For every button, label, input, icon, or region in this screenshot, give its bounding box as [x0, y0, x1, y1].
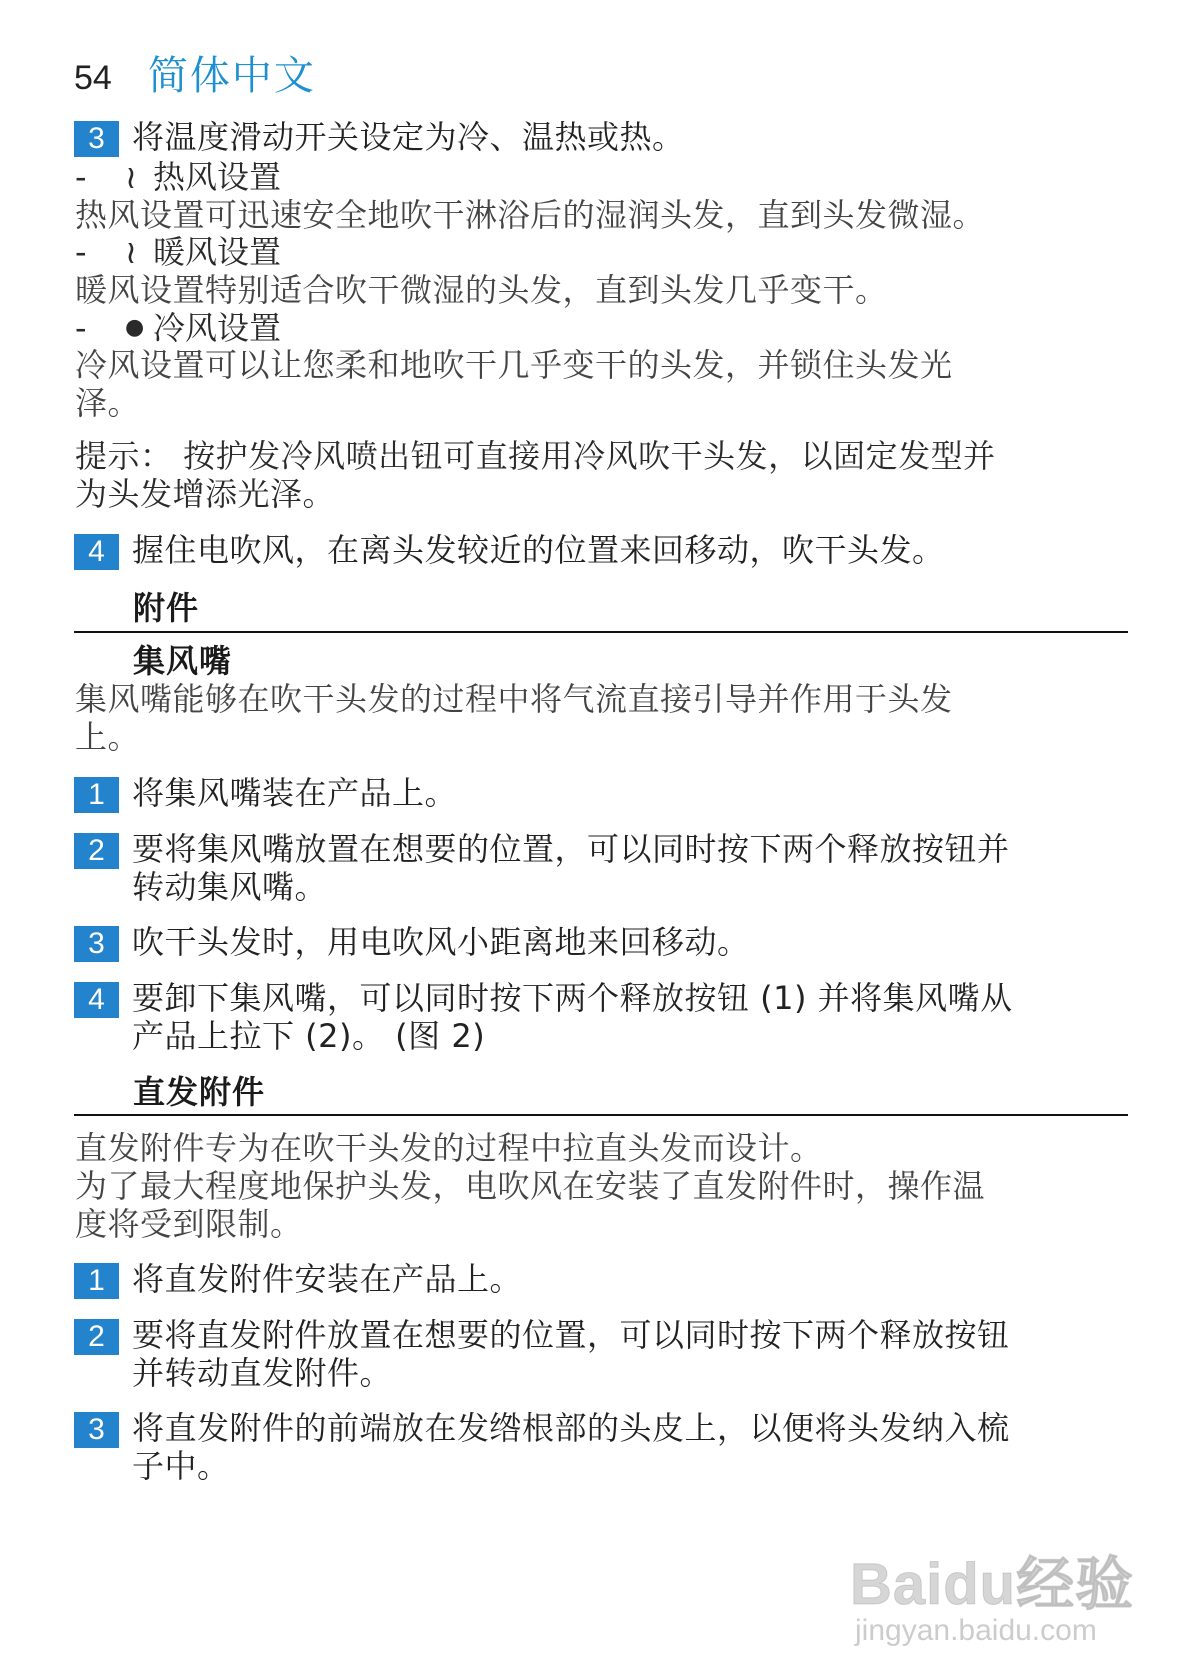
baidu-watermark-logo: Baidu经验: [850, 1552, 1135, 1617]
warm-setting-label: 暖风设置: [153, 233, 282, 271]
concentrator-heading: 集风嘴: [133, 642, 233, 680]
cool-air-icon: ●: [125, 315, 145, 340]
concentrator-desc-line1: 集风嘴能够在吹干头发的过程中将气流直接引导并作用于头发: [75, 680, 953, 718]
language-title: 简体中文: [147, 53, 316, 99]
step-text-line2: 子中。: [132, 1447, 230, 1485]
step-text-line1: 要将集风嘴放置在想要的位置，可以同时按下两个释放按钮并: [132, 830, 1010, 868]
accessories-heading: 附件: [133, 589, 200, 627]
step-number-badge: 3: [74, 1412, 119, 1448]
step-number-badge: 4: [74, 982, 119, 1018]
step-number-badge: 4: [74, 534, 119, 570]
step-text: 将直发附件安装在产品上。: [132, 1260, 523, 1298]
step-text-line2: 转动集风嘴。: [132, 868, 328, 906]
section-divider: [74, 631, 1128, 633]
tip-line2: 为头发增添光泽。: [75, 475, 336, 513]
step-text: 将集风嘴装在产品上。: [132, 774, 458, 812]
step-text-line2: 产品上拉下 (2)。 (图 2): [132, 1017, 486, 1055]
step-text-line1: 要卸下集风嘴，可以同时按下两个释放按钮 (1) 并将集风嘴从: [132, 979, 1013, 1017]
straightening-heading: 直发附件: [133, 1073, 266, 1111]
baidu-watermark-url: jingyan.baidu.com: [855, 1614, 1097, 1647]
page-header: [74, 44, 316, 101]
straightening-desc-line1: 直发附件专为在吹干头发的过程中拉直头发而设计。: [75, 1129, 823, 1167]
step-text-line2: 并转动直发附件。: [132, 1354, 393, 1392]
step-text-line1: 将直发附件的前端放在发绺根部的头皮上，以便将头发纳入梳: [132, 1409, 1010, 1447]
page-number: 54: [74, 59, 112, 97]
cool-setting-desc-line1: 冷风设置可以让您柔和地吹干几乎变干的头发，并锁住头发光: [75, 346, 953, 384]
step-text: 握住电吹风，在离头发较近的位置来回移动，吹干头发。: [132, 531, 945, 569]
cool-setting-label: 冷风设置: [153, 309, 282, 347]
step-number-badge: 2: [74, 833, 119, 869]
hot-air-icon: ≀: [125, 158, 137, 196]
step-text: 将温度滑动开关设定为冷、温热或热。: [132, 118, 685, 156]
warm-setting-desc: 暖风设置特别适合吹干微湿的头发，直到头发几乎变干。: [75, 271, 888, 309]
straightening-desc-line2: 为了最大程度地保护头发，电吹风在安装了直发附件时，操作温: [75, 1167, 986, 1205]
warm-air-icon: ≀: [125, 233, 137, 271]
step-number-badge: 1: [74, 777, 119, 813]
hot-setting-label: 热风设置: [153, 158, 282, 196]
straightening-desc-line3: 度将受到限制。: [75, 1205, 303, 1243]
manual-page: 54 简体中文 3 将温度滑动开关设定为冷、温热或热。 - ≀ 热风设置 热风设置可迅速安全地吹干淋浴后的湿润头发，直到头发微湿。 - ≀ 暖风设置 暖风设置特别适合吹干微湿的头发，直到头发几乎变干。 - ● 冷风设置 冷风设置可以让您柔和地吹干几乎变干的头发，并锁住头发光 泽。 提示： 按护发冷风喷出钮可直接用冷风吹干头发，以固定发型并 为头发增添光泽。 4 握住电吹风，在离头发较近的位置来回移动，吹干头发。 附件 集风嘴 集风嘴能够在吹干头发的过程中将气流直接引导并作用于头发 上。 1 将集风嘴装在产品上。 2 要将集风嘴放置在想要的位置，可以同时按下两个释放按钮并 转动集风嘴。 3 吹干头发时，用电吹风小距离地来回移动。 4 要卸下集风嘴，可以同时按下两个释放按钮 (1) 并将集风嘴从 产品上拉下 (2)。 (图 2) 直发附件 直发附件专为在吹干头发的过程中拉直头发而设计。 为了最大程度地保护头发，电吹风在安装了直发附件时，操作温 度将受到限制。 1 将直发附件安装在产品上。 2 要将直发附件放置在想要的位置，可以同时按下两个释放按钮 并转动直发附件。 3 将直发附件的前端放在发绺根部的头皮上，以便将头发纳入梳 子中。 Baidu经验 jingyan.baidu.com: [0, 0, 1191, 1678]
step-number-badge: 3: [74, 926, 119, 962]
section-divider: [74, 1114, 1128, 1116]
cool-setting-desc-line2: 泽。: [75, 384, 141, 422]
step-text-line1: 要将直发附件放置在想要的位置，可以同时按下两个释放按钮: [132, 1316, 1010, 1354]
hot-setting-desc: 热风设置可迅速安全地吹干淋浴后的湿润头发，直到头发微湿。: [75, 196, 986, 234]
step-number-badge: 2: [74, 1319, 119, 1355]
tip-line1: 提示： 按护发冷风喷出钮可直接用冷风吹干头发，以固定发型并: [75, 437, 996, 475]
step-number-badge: 3: [74, 121, 119, 157]
step-text: 吹干头发时，用电吹风小距离地来回移动。: [132, 923, 750, 961]
step-number-badge: 1: [74, 1263, 119, 1299]
concentrator-desc-line2: 上。: [75, 718, 141, 756]
